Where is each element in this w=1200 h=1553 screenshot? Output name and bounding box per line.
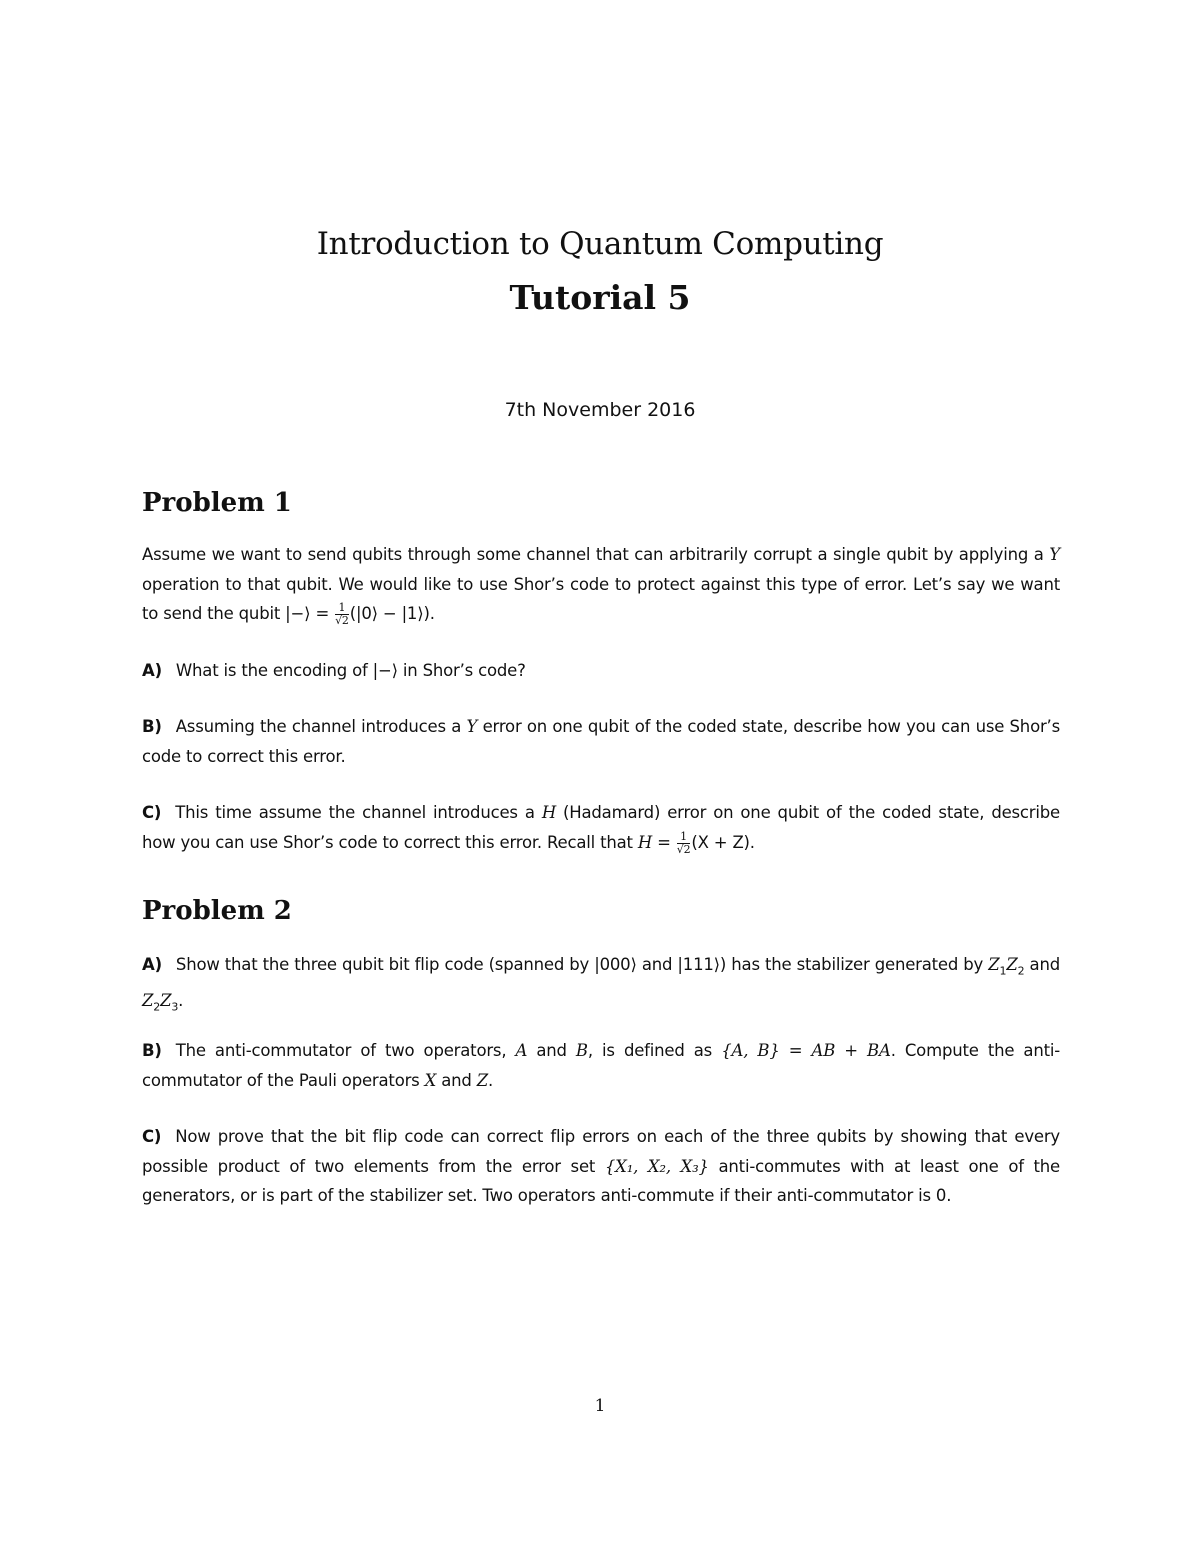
- problem-1-heading: Problem 1: [142, 488, 292, 518]
- problem-2-part-b: [142, 1036, 1060, 1095]
- part-c-text-b: anti-commutes with at least one of the generators, or is part of the stabilizer set. Two operators anti-commute if their anti-commutator is 0.: [142, 1156, 1060, 1205]
- one-over-sqrt2-fraction: [335, 602, 349, 627]
- z-symbol: Z: [142, 990, 154, 1010]
- and-text: and: [436, 1070, 477, 1090]
- b-symbol: B: [575, 1041, 588, 1060]
- intro-text-c: (|0⟩ − |1⟩).: [349, 604, 435, 623]
- intro-text-a: Assume we want to send qubits through some channel that can arbitrarily corrupt a single qubit by applying a: [142, 545, 1050, 564]
- y-symbol: Y: [466, 717, 478, 736]
- z-symbol: Z: [476, 1070, 488, 1090]
- anticommutator-equation: {A, B} = AB + BA: [721, 1041, 891, 1060]
- problem-2-heading: Problem 2: [142, 896, 292, 926]
- part-c-text-b: (Hadamard) error on one qubit of the coded state, describe how you can use Shor’s code to correct this error. Recall that: [142, 803, 1061, 852]
- fraction-numerator: 1: [335, 602, 349, 615]
- x-symbol: X: [424, 1070, 437, 1090]
- page-number: 1: [594, 1396, 606, 1416]
- problem-1-part-a: [142, 656, 1060, 686]
- part-c-text-c: (X + Z).: [691, 832, 755, 852]
- problem-2-part-c: [142, 1122, 1060, 1211]
- subscript: 2: [1017, 964, 1025, 978]
- document-subtitle: Tutorial 5: [509, 278, 691, 317]
- intro-state: |−⟩ =: [285, 604, 335, 623]
- problem-1-part-c: [142, 798, 1060, 857]
- a-symbol: A: [515, 1041, 528, 1060]
- part-a-text-a: Show that the three qubit bit flip code (spanned by |000⟩ and |111⟩) has the stabilizer generated by: [175, 955, 989, 974]
- error-set: {X₁, X₂, X₃}: [604, 1156, 709, 1176]
- intro-text-b: operation to that qubit. We would like to use Shor’s code to protect against this type of error. Let’s say we want to send the qubit: [142, 574, 1060, 623]
- z-symbol: Z: [1006, 955, 1018, 974]
- part-label: C): [142, 803, 162, 822]
- fraction-denominator: √2: [676, 842, 691, 856]
- intro-y-symbol: Y: [1049, 545, 1060, 564]
- subscript: 2: [153, 1000, 161, 1014]
- part-b-text-b: , is defined as: [587, 1041, 722, 1060]
- fraction-numerator: 1: [677, 831, 691, 844]
- document-date: 7th November 2016: [504, 399, 696, 421]
- z-symbol: Z: [988, 955, 1000, 974]
- problem-2-part-a: [142, 950, 1060, 1022]
- part-label: B): [142, 1041, 162, 1060]
- part-b-text-b: error on one qubit of the coded state, describe how you can use Shor’s code to correct this error.: [142, 717, 1060, 766]
- problem-1-intro: [142, 540, 1060, 629]
- equals-sign: =: [652, 832, 676, 852]
- part-b-text-a: Assuming the channel introduces a: [175, 717, 467, 736]
- z-symbol: Z: [160, 990, 172, 1010]
- one-over-sqrt2-fraction: [677, 831, 691, 856]
- part-a-text: What is the encoding of |−⟩ in Shor’s code?: [175, 661, 526, 680]
- period: .: [178, 990, 184, 1010]
- period: .: [487, 1070, 494, 1090]
- problem-1-part-b: [142, 712, 1060, 771]
- part-label: C): [142, 1127, 162, 1146]
- subscript: 3: [171, 1000, 179, 1014]
- and-text: and: [1024, 955, 1060, 974]
- part-c-text-a: Now prove that the bit flip code can correct flip errors on each of the three qubits by showing that every possible product of two elements from the error set: [142, 1127, 1060, 1176]
- part-b-text-a: The anti-commutator of two operators,: [175, 1041, 516, 1060]
- part-label: B): [142, 717, 162, 736]
- part-label: A): [142, 955, 162, 974]
- part-label: A): [142, 661, 162, 680]
- h-symbol: H: [541, 803, 557, 822]
- and-text: and: [527, 1041, 576, 1060]
- fraction-denominator: √2: [335, 614, 349, 627]
- part-c-text-a: This time assume the channel introduces a: [175, 803, 542, 822]
- h-symbol-2: H: [637, 832, 653, 852]
- part-b-text-c: . Compute the anti-commutator of the Pauli operators: [142, 1041, 1061, 1090]
- subscript: 1: [999, 964, 1007, 978]
- document-title: Introduction to Quantum Computing: [316, 226, 884, 262]
